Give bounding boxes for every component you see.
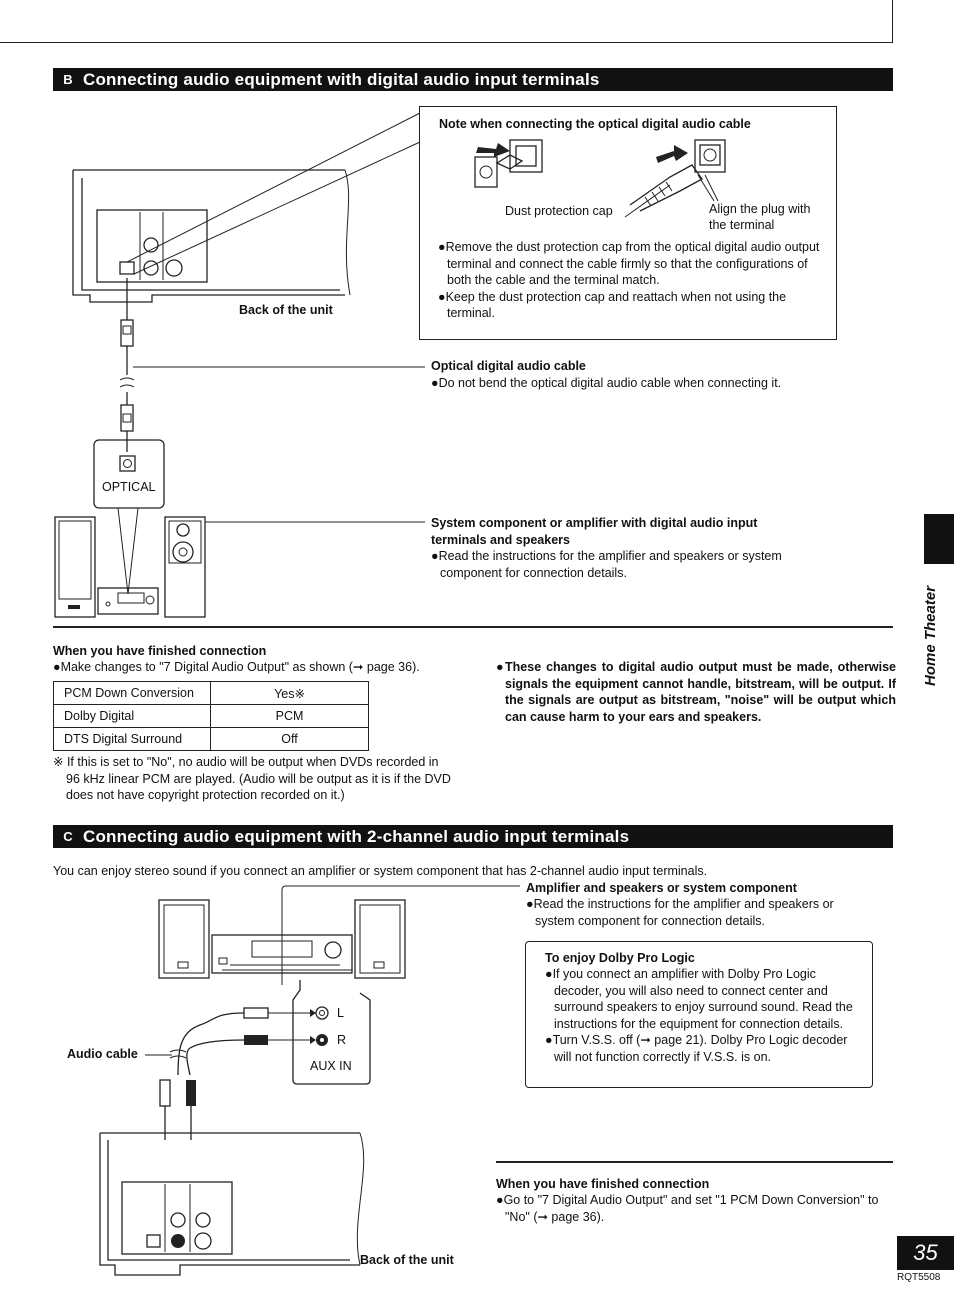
system-component-title-2: terminals and speakers: [431, 533, 570, 547]
align-label-line1: Align the plug with: [709, 202, 811, 216]
setting-name: Dolby Digital: [54, 705, 211, 728]
doc-code: RQT5508: [897, 1272, 941, 1283]
setting-value: Yes※: [211, 682, 369, 705]
setting-value: PCM: [211, 705, 369, 728]
finished-connection-title-c: When you have finished connection: [496, 1177, 710, 1191]
align-label-line2: the terminal: [709, 218, 775, 232]
side-tab-marker: [924, 514, 954, 564]
audio-cable-label: Audio cable: [67, 1047, 138, 1061]
optical-note-item: ●Keep the dust protection cap and reattach when not using the terminal.: [438, 289, 787, 320]
setting-name: PCM Down Conversion: [54, 682, 211, 705]
amp-component-note: ●Read the instructions for the amplifier and speakers or system component for connection details.: [526, 897, 834, 928]
optical-cable-title: Optical digital audio cable: [431, 359, 586, 373]
system-component-note: ●Read the instructions for the amplifier and speakers or system component for connection details.: [431, 549, 782, 580]
dolby-pro-logic-title: To enjoy Dolby Pro Logic: [545, 951, 695, 965]
dolby-item: ●If you connect an amplifier with Dolby Pro Logic decoder, you will also need to connect center and surround speakers to enjoy surround sound. Read the instructions for the equipment for connection details.: [545, 967, 853, 1031]
finished-connection-title-b: When you have finished connection: [53, 644, 267, 658]
section-b-letter: B: [63, 72, 73, 87]
finished-connection-note-b: ●Make changes to "7 Digital Audio Output" as shown (➞ page 36).: [53, 660, 420, 674]
aux-l-label: L: [337, 1006, 344, 1020]
side-label: Home Theater: [922, 585, 939, 686]
section-b-title: Connecting audio equipment with digital audio input terminals: [83, 69, 600, 89]
dust-cap-label: Dust protection cap: [505, 204, 613, 218]
section-c-intro: You can enjoy stereo sound if you connect an amplifier or system component that has 2-channel audio input terminals.: [53, 864, 708, 878]
page-number: 35: [897, 1236, 954, 1270]
optical-terminal-label: OPTICAL: [102, 480, 156, 494]
optical-cable-note: ●Do not bend the optical digital audio cable when connecting it.: [431, 376, 782, 390]
section-c-letter: C: [63, 829, 73, 844]
dolby-item: ●Turn V.S.S. off (➞ page 21). Dolby Pro Logic decoder will not function correctly if V.S.S. is on.: [545, 1033, 848, 1064]
setting-value: Off: [211, 728, 369, 751]
system-component-title-1: System component or amplifier with digital audio input: [431, 516, 758, 530]
pcm-footnote: ※ If this is set to "No", no audio will be output when DVDs recorded in 96 kHz linear PCM are played. (Audio will be output as it is if the DVD does not have copyright protection recorded on it.): [53, 755, 451, 802]
aux-in-label: AUX IN: [310, 1059, 352, 1073]
amp-component-title: Amplifier and speakers or system component: [526, 881, 797, 895]
section-c-title: Connecting audio equipment with 2-channel audio input terminals: [83, 826, 630, 846]
bitstream-warning: ●These changes to digital audio output must be made, otherwise signals the equipment cannot handle, bitstream, will be output. If the signals are output as bitstream, "noise" will be output which can cause harm to your ears and speakers.: [496, 660, 896, 724]
optical-note-item: ●Remove the dust protection cap from the optical digital audio output terminal and connect the cable firmly so that the configurations of both the cable and the terminal match.: [438, 240, 820, 287]
back-of-unit-label-b: Back of the unit: [239, 303, 333, 317]
aux-r-label: R: [337, 1033, 347, 1047]
finished-connection-note-c: ●Go to "7 Digital Audio Output" and set "1 PCM Down Conversion" to "No" (➞ page 36).: [496, 1193, 879, 1224]
optical-note-title: Note when connecting the optical digital audio cable: [439, 117, 751, 131]
setting-name: DTS Digital Surround: [54, 728, 211, 751]
back-of-unit-label-c: Back of the unit: [360, 1253, 454, 1267]
